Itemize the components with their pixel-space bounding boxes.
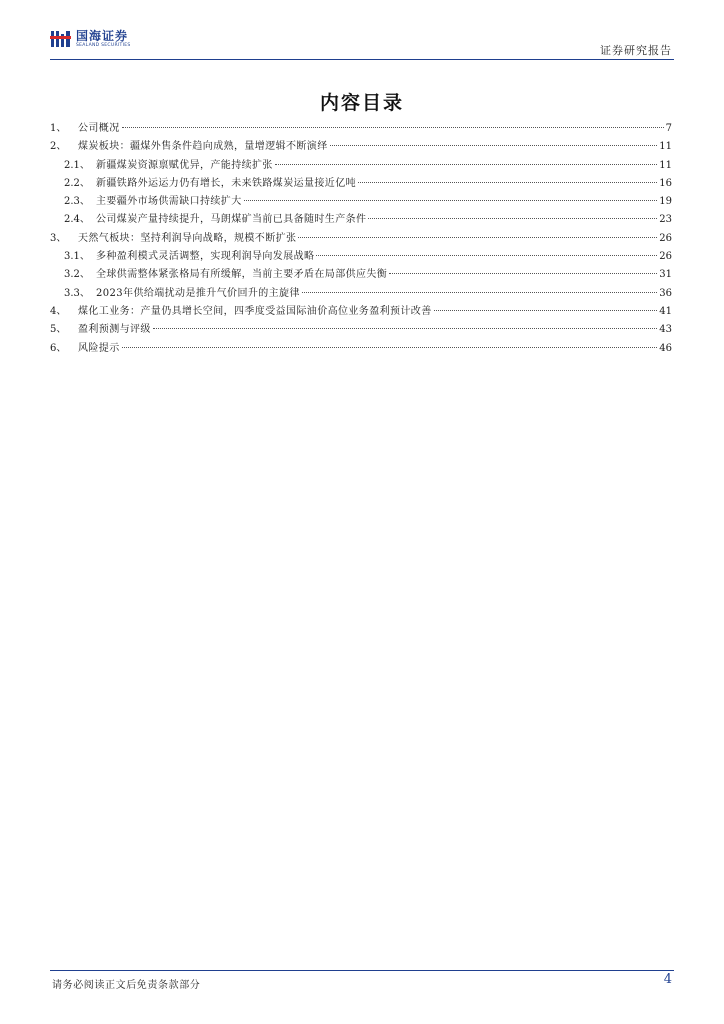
toc-entry-number: 3、 [50,232,67,244]
logo-english-name: SEALAND SECURITIES [76,42,131,48]
toc-entry-number: 2.1、 [64,159,90,171]
toc-entry-title: 公司概况 [78,123,120,134]
toc-dot-leader [298,237,657,238]
toc-entry[interactable] [50,321,672,339]
toc-entry-page: 11 [659,159,672,171]
toc-entry-number: 3.1、 [64,251,90,263]
toc-entry-page: 11 [659,141,672,153]
company-logo [50,28,131,50]
toc-subentry[interactable] [50,211,672,229]
toc-entry-title: 风险提示 [78,342,120,354]
toc-entry-number: 6、 [50,342,67,354]
toc-dot-leader [316,255,657,256]
toc-subentry[interactable] [50,157,672,175]
toc-dot-leader [122,347,658,348]
toc-entry-page: 26 [659,232,672,244]
toc-entry-page: 36 [659,287,672,299]
toc-subentry[interactable] [50,248,672,266]
toc-entry-title: 全球供需整体紧张格局有所缓解，当前主要矛盾在局部供应失衡 [96,269,388,281]
page-header [50,28,674,60]
toc-subentry[interactable] [50,285,672,303]
toc-entry-page: 26 [659,251,672,263]
toc-entry-page: 23 [659,214,672,226]
toc-entry-number: 2、 [50,141,67,153]
toc-dot-leader [302,292,657,293]
toc-entry-title: 新疆煤炭资源禀赋优异，产能持续扩张 [96,159,273,171]
toc-entry-title: 公司煤炭产量持续提升，马朗煤矿当前已具备随时生产条件 [96,214,367,226]
toc-entry-title: 煤化工业务：产量仍具增长空间，四季度受益国际油价高位业务盈利预计改善 [78,305,432,317]
toc-entry-number: 2.2、 [64,177,90,189]
toc-entry-title: 盈利预测与评级 [78,324,151,336]
toc-entry-title: 煤炭板块：疆煤外售条件趋向成熟，量增逻辑不断演绎 [78,141,328,153]
toc-entry-title: 2023年供给端扰动是推升气价回升的主旋律 [96,287,300,299]
toc-entry-page: 16 [659,177,672,189]
toc-entry-number: 3.3、 [64,287,90,299]
toc-entry-number: 3.2、 [64,269,90,281]
toc-entry[interactable] [50,230,672,248]
toc-entry-number: 1、 [50,123,67,134]
toc-entry-page: 41 [659,305,672,317]
disclaimer-note: 请务必阅读正文后免责条款部分 [52,980,201,991]
toc-dot-leader [368,218,657,219]
toc-dot-leader [275,164,657,165]
toc-entry-title: 主要疆外市场供需缺口持续扩大 [96,196,242,208]
toc-entry-page: 31 [659,269,672,281]
toc-subentry[interactable] [50,193,672,211]
toc-dot-leader [389,273,657,274]
toc-entry-title: 天然气板块：坚持利润导向战略，规模不断扩张 [78,232,297,244]
table-of-contents [50,120,672,358]
toc-dot-leader [244,200,658,201]
footer-divider [50,970,674,971]
toc-entry[interactable] [50,340,672,358]
document-type-label: 证券研究报告 [600,44,672,57]
toc-entry[interactable] [50,303,672,321]
toc-entry-number: 2.3、 [64,196,90,208]
toc-dot-leader [153,328,657,329]
toc-entry-page: 19 [659,196,672,208]
toc-title: 内容目录 [319,92,404,114]
toc-entry-number: 5、 [50,324,67,336]
toc-subentry[interactable] [50,266,672,284]
toc-dot-leader [122,127,664,128]
page-number: 4 [663,972,672,987]
toc-subentry[interactable] [50,175,672,193]
toc-entry-page: 7 [665,123,672,134]
header-divider [50,59,674,60]
toc-entry-number: 2.4、 [64,214,90,226]
toc-entry-page: 46 [659,342,672,354]
sealand-logo-icon [50,28,72,50]
toc-entry-title: 多种盈利模式灵活调整，实现利润导向发展战略 [96,251,315,263]
toc-dot-leader [434,310,658,311]
toc-entry[interactable] [50,138,672,156]
toc-entry[interactable] [50,120,672,138]
toc-entry-title: 新疆铁路外运运力仍有增长，未来铁路煤炭运量接近亿吨 [96,177,356,189]
toc-dot-leader [330,145,658,146]
logo-chinese-name: 国海证券 [76,28,129,43]
toc-entry-number: 4、 [50,305,67,317]
toc-dot-leader [358,182,657,183]
toc-entry-page: 43 [659,324,672,336]
